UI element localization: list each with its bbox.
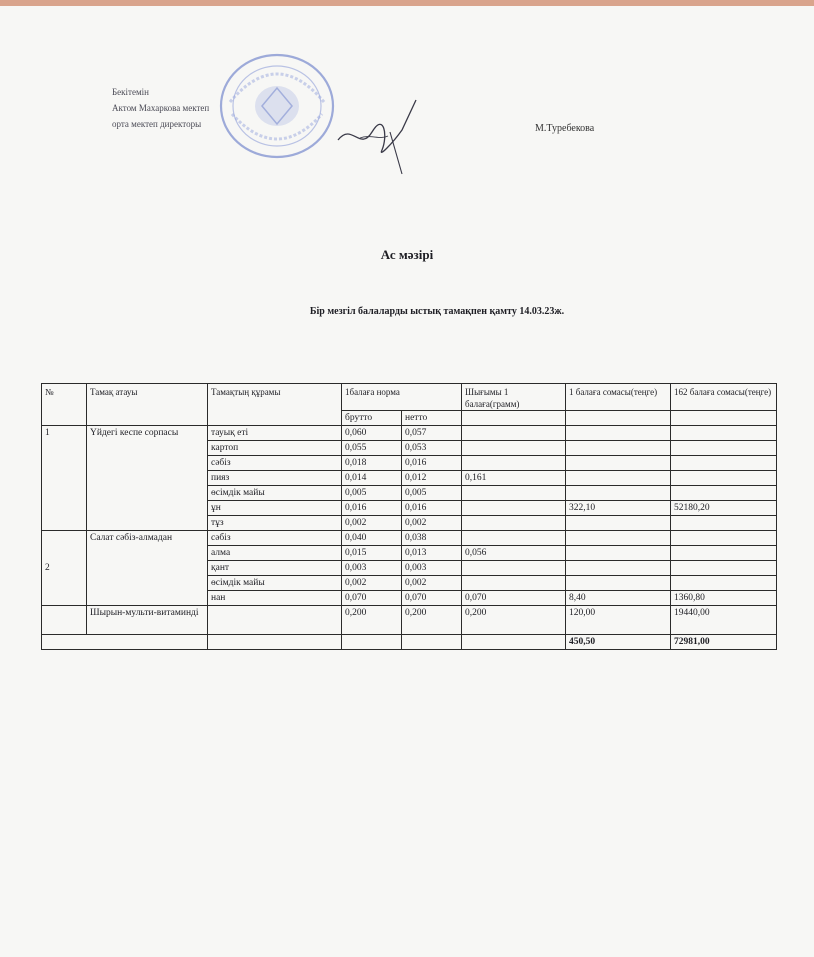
cost162-cell: 52180,20 <box>671 501 777 516</box>
header-brutto: брутто <box>342 411 402 426</box>
header-dish: Тамақ атауы <box>87 384 208 426</box>
header-cost162: 162 балаға сомасы(теңге) <box>671 384 777 411</box>
empty-cell <box>462 635 566 650</box>
brutto-cell: 0,005 <box>342 486 402 501</box>
header-yield: Шығымы 1 балаға(грамм) <box>462 384 566 411</box>
yield-cell: 0,056 <box>462 546 566 561</box>
header-composition: Тамақтың құрамы <box>208 384 342 426</box>
header-norm: 1балаға норма <box>342 384 462 411</box>
brutto-cell: 0,018 <box>342 456 402 471</box>
cost162-cell <box>671 516 777 531</box>
netto-cell: 0,002 <box>402 516 462 531</box>
total-cost1: 450,50 <box>566 635 671 650</box>
yield-cell <box>462 456 566 471</box>
brutto-cell: 0,070 <box>342 591 402 606</box>
yield-cell <box>462 516 566 531</box>
cost162-cell <box>671 441 777 456</box>
header-row <box>42 384 777 411</box>
netto-cell: 0,012 <box>402 471 462 486</box>
brutto-cell: 0,200 <box>342 606 402 635</box>
cost162-cell <box>671 486 777 501</box>
dish-number: 2 <box>42 531 87 606</box>
netto-cell: 0,070 <box>402 591 462 606</box>
cost1-cell <box>566 546 671 561</box>
netto-cell: 0,013 <box>402 546 462 561</box>
header-no: № <box>42 384 87 426</box>
yield-cell <box>462 576 566 591</box>
table-row <box>42 426 777 441</box>
brutto-cell: 0,015 <box>342 546 402 561</box>
cost1-cell <box>566 471 671 486</box>
ingredient-cell: тұз <box>208 516 342 531</box>
netto-cell: 0,053 <box>402 441 462 456</box>
cost1-cell <box>566 516 671 531</box>
approval-block <box>112 84 209 132</box>
yield-cell: 0,200 <box>462 606 566 635</box>
yield-cell: 0,161 <box>462 471 566 486</box>
ingredient-cell: нан <box>208 591 342 606</box>
cost162-cell <box>671 546 777 561</box>
empty-cell <box>671 411 777 426</box>
yield-cell <box>462 501 566 516</box>
cost1-cell <box>566 486 671 501</box>
yield-cell <box>462 561 566 576</box>
total-row <box>42 635 777 650</box>
yield-cell: 0,070 <box>462 591 566 606</box>
netto-cell: 0,038 <box>402 531 462 546</box>
table-row <box>42 606 777 635</box>
empty-cell <box>402 635 462 650</box>
netto-cell: 0,002 <box>402 576 462 591</box>
cost162-cell <box>671 426 777 441</box>
brutto-cell: 0,055 <box>342 441 402 456</box>
netto-cell: 0,005 <box>402 486 462 501</box>
empty-cell <box>342 635 402 650</box>
table-row <box>42 531 777 546</box>
cost1-cell: 8,40 <box>566 591 671 606</box>
total-cost162: 72981,00 <box>671 635 777 650</box>
header-cost1: 1 балаға сомасы(теңге) <box>566 384 671 411</box>
approval-line-3: орта мектеп директоры <box>112 119 202 129</box>
yield-cell <box>462 486 566 501</box>
header-netto: нетто <box>402 411 462 426</box>
ingredient-cell: қант <box>208 561 342 576</box>
page-title: Ас мәзірі <box>380 247 434 262</box>
top-edge <box>0 0 814 6</box>
approval-line-2: Актом Махаркова мектеп <box>112 103 210 113</box>
brutto-cell: 0,002 <box>342 576 402 591</box>
cost162-cell <box>671 561 777 576</box>
ingredient-cell: тауық еті <box>208 426 342 441</box>
ingredient-cell: өсімдік майы <box>208 486 342 501</box>
cost1-cell <box>566 456 671 471</box>
empty-cell <box>462 411 566 426</box>
brutto-cell: 0,002 <box>342 516 402 531</box>
brutto-cell: 0,040 <box>342 531 402 546</box>
menu-table <box>41 383 777 650</box>
brutto-cell: 0,014 <box>342 471 402 486</box>
director-signature <box>330 92 430 182</box>
approval-line-1: Бекітемін <box>112 87 149 97</box>
dish-number: 1 <box>42 426 87 531</box>
netto-cell: 0,057 <box>402 426 462 441</box>
ingredient-cell: картоп <box>208 441 342 456</box>
cost162-cell: 19440,00 <box>671 606 777 635</box>
ingredient-cell: пияз <box>208 471 342 486</box>
brutto-cell: 0,003 <box>342 561 402 576</box>
netto-cell: 0,016 <box>402 456 462 471</box>
cost1-cell <box>566 426 671 441</box>
dish-name: Үйдегі кеспе сорпасы <box>87 426 208 531</box>
signer-name: М.Туребекова <box>535 123 595 134</box>
cost1-cell: 322,10 <box>566 501 671 516</box>
cost1-cell <box>566 561 671 576</box>
empty-cell <box>208 635 342 650</box>
brutto-cell: 0,016 <box>342 501 402 516</box>
netto-cell: 0,016 <box>402 501 462 516</box>
netto-cell: 0,200 <box>402 606 462 635</box>
cost162-cell <box>671 471 777 486</box>
dish-name: Салат сәбіз-алмадан <box>87 531 208 606</box>
cost162-cell <box>671 576 777 591</box>
empty-cell <box>42 635 208 650</box>
juice-name: Шырын-мульти-витаминді <box>87 606 208 635</box>
page-subtitle: Бір мезгіл балаларды ыстық тамақпен қамту 14.03.23ж. <box>309 306 565 317</box>
empty-cell <box>208 606 342 635</box>
cost162-cell: 1360,80 <box>671 591 777 606</box>
cost162-cell <box>671 456 777 471</box>
yield-cell <box>462 426 566 441</box>
empty-cell <box>42 606 87 635</box>
ingredient-cell: сәбіз <box>208 531 342 546</box>
cost1-cell <box>566 576 671 591</box>
cost1-cell <box>566 531 671 546</box>
ingredient-cell: ұн <box>208 501 342 516</box>
ingredient-cell: сәбіз <box>208 456 342 471</box>
yield-cell <box>462 441 566 456</box>
netto-cell: 0,003 <box>402 561 462 576</box>
yield-cell <box>462 531 566 546</box>
cost1-cell <box>566 441 671 456</box>
ingredient-cell: өсімдік майы <box>208 576 342 591</box>
empty-cell <box>566 411 671 426</box>
brutto-cell: 0,060 <box>342 426 402 441</box>
cost1-cell: 120,00 <box>566 606 671 635</box>
school-seal-stamp <box>218 52 336 160</box>
cost162-cell <box>671 531 777 546</box>
ingredient-cell: алма <box>208 546 342 561</box>
